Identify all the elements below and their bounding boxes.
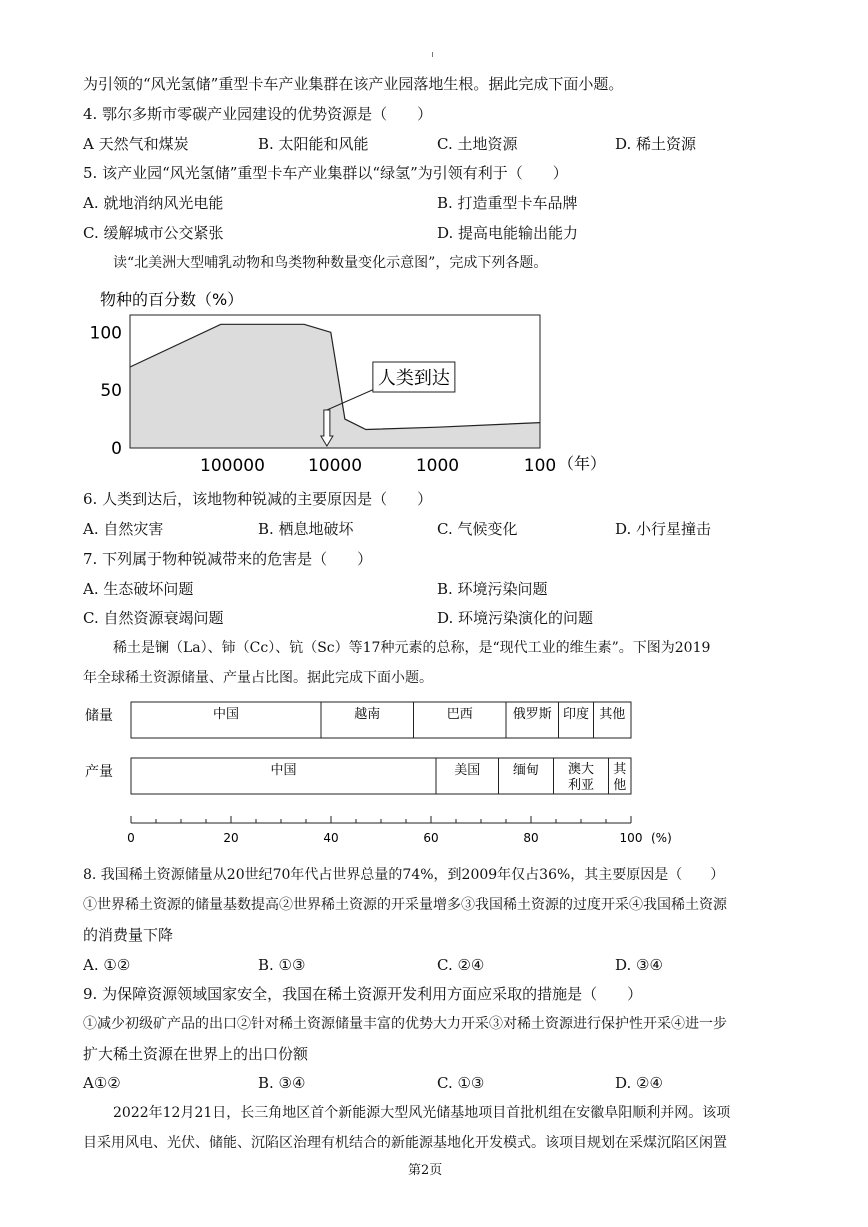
x-tick-label: 100 (619, 831, 643, 845)
question-9: 9. 为保障资源领域国家安全，我国在稀土资源开发利用方面应采取的措施是（ ） (83, 985, 643, 1003)
q8-option-d: D. ③④ (615, 956, 663, 974)
q6-option-d: D. 小行星撞击 (615, 520, 712, 538)
bar-segment-label: 美国 (454, 763, 481, 778)
q4-option-d: D. 稀土资源 (615, 135, 697, 153)
q5-option-b: B. 打造重型卡车品牌 (437, 194, 578, 212)
q6-option-c: C. 气候变化 (437, 520, 518, 538)
q8-statements-line2: 的消费量下降 (83, 926, 174, 944)
x-unit-label: (%) (651, 831, 672, 845)
text-line-1: 为引领的“风光氢储”重型卡车产业集群在该产业园落地生根。据此完成下面小题。 (83, 75, 624, 93)
q4-option-a: A 天然气和煤炭 (83, 135, 189, 153)
intro-q6: 读“北美洲大型哺乳动物和鸟类物种数量变化示意图”，完成下列各题。 (113, 255, 548, 271)
q8-option-b: B. ①③ (258, 956, 306, 974)
bar-row-label: 储量 (85, 708, 113, 724)
q6-option-a: A. 自然灾害 (83, 520, 164, 538)
paragraph-q10-line2: 目采用风电、光伏、储能、沉陷区治理有机结合的新能源基地化开发模式。该项目规划在采煤沉陷区闲置 (83, 1135, 727, 1151)
q9-option-c: C. ①③ (437, 1074, 485, 1092)
question-8: 8. 我国稀土资源储量从20世纪70年代占世界总量的74%，到2009年仅占36%，其主要原因是（ ） (83, 867, 725, 883)
x-tick-label: 40 (323, 831, 339, 845)
bar-segment-label: 印度 (562, 707, 590, 722)
question-7: 7. 下列属于物种锐减带来的危害是（ ） (83, 550, 373, 568)
species-area-fill (130, 324, 540, 448)
intro-q8-line1: 稀土是镧（La）、铈（Cc）、钪（Sc）等17种元素的总称，是“现代工业的维生素”。下图为2019 (113, 640, 711, 656)
q7-option-d: D. 环境污染演化的问题 (437, 609, 594, 627)
x-unit-label: （年） (558, 454, 607, 473)
q9-statements-line2: 扩大稀土资源在世界上的出口份额 (83, 1045, 309, 1063)
x-tick-label: 20 (223, 831, 239, 845)
chart-ylabel: 物种的百分数（%） (100, 290, 244, 309)
question-6: 6. 人类到达后，该地物种锐减的主要原因是（ ） (83, 490, 433, 508)
annotation-label: 人类到达 (377, 368, 450, 389)
q8-option-a: A. ①② (83, 956, 131, 974)
bar-segment-label-top: 澳大 (567, 762, 595, 777)
x-tick-label: 100 (523, 456, 557, 476)
intro-q8-line2: 年全球稀土资源储量、产量占比图。据此完成下面小题。 (83, 670, 433, 686)
q5-option-a: A. 就地消纳风光电能 (83, 194, 224, 212)
bar-segment-label-char: 其 (613, 762, 627, 777)
q4-option-b: B. 太阳能和风能 (258, 135, 369, 153)
q5-option-c: C. 缓解城市公交紧张 (83, 224, 224, 242)
bar-segment-label: 中国 (270, 763, 297, 778)
x-tick-label: 0 (127, 831, 135, 845)
rare-earth-chart (80, 695, 680, 855)
bar-segment-label-char: 他 (613, 778, 627, 793)
q8-statements-line1: ①世界稀土资源的储量基数提高②世界稀土资源的开采量增多③我国稀土资源的过度开采④我国稀土资源 (83, 897, 727, 913)
q9-statements-line1: ①减少初级矿产品的出口②针对稀土资源储量丰富的优势大力开采③对稀土资源进行保护性开采④进一步 (83, 1016, 727, 1032)
x-tick-label: 100000 (200, 456, 265, 476)
y-tick-label: 0 (111, 439, 122, 459)
y-tick-label: 50 (100, 381, 122, 402)
q9-option-a: A①② (83, 1074, 121, 1092)
top-mark (432, 52, 433, 57)
species-chart (80, 285, 620, 480)
paragraph-q10-line1: 2022年12月21日，长三角地区首个新能源大型风光储基地项目首批机组在安徽阜阳顺利并网。该项 (113, 1105, 731, 1121)
y-tick-label: 100 (89, 323, 122, 344)
q7-option-a: A. 生态破坏问题 (83, 580, 194, 598)
q5-option-d: D. 提高电能输出能力 (437, 224, 579, 242)
bar-segment-label: 俄罗斯 (512, 707, 552, 722)
question-5: 5. 该产业园“风光氢储”重型卡车产业集群以“绿氢”为引领有利于（ ） (83, 164, 568, 182)
bar-segment-label: 其他 (599, 707, 626, 722)
page-footer: 第2页 (408, 1163, 443, 1178)
q9-option-b: B. ③④ (258, 1074, 306, 1092)
q4-option-c: C. 土地资源 (437, 135, 518, 153)
x-tick-label: 1000 (415, 456, 460, 476)
bar-segment-label: 巴西 (446, 707, 473, 722)
x-tick-label: 60 (423, 831, 439, 845)
q6-option-b: B. 栖息地破坏 (258, 520, 354, 538)
bar-segment-label: 越南 (354, 707, 381, 722)
bar-segment-label: 中国 (212, 707, 240, 722)
q7-option-b: B. 环境污染问题 (437, 580, 548, 598)
bar-segment-label: 缅甸 (512, 763, 540, 778)
q8-option-c: C. ②④ (437, 956, 485, 974)
x-tick-label: 10000 (307, 456, 363, 476)
q7-option-c: C. 自然资源衰竭问题 (83, 609, 224, 627)
x-tick-label: 80 (523, 831, 539, 845)
bar-segment-label-bottom: 利亚 (567, 778, 595, 793)
q9-option-d: D. ②④ (615, 1074, 663, 1092)
bar-row-label: 产量 (85, 764, 113, 780)
question-4: 4. 鄂尔多斯市零碳产业园建设的优势资源是（ ） (83, 105, 433, 123)
